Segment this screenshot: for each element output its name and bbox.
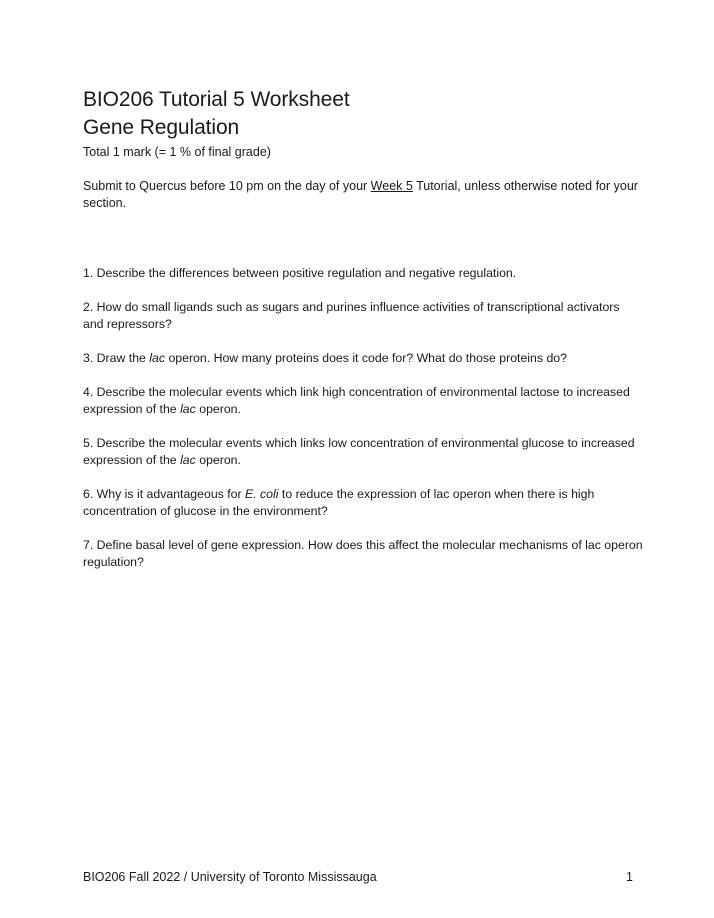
question-7: 7. Define basal level of gene expression. How does this affect the molecular mechanisms of lac operon regulation? bbox=[83, 538, 643, 569]
question-3 bbox=[83, 350, 643, 367]
question-3-text-b: operon. How many proteins does it code for? What do those proteins do? bbox=[165, 351, 567, 365]
question-4 bbox=[83, 384, 643, 418]
footer-course-info: BIO206 Fall 2022 / University of Toronto Mississauga bbox=[83, 870, 377, 884]
submit-text-after: Tutorial, unless otherwise noted for your section. bbox=[83, 179, 638, 210]
question-4-italic: lac bbox=[180, 402, 196, 416]
question-4-text-a: 4. Describe the molecular events which link high concentration of environmental lactose to increased expression of the bbox=[83, 385, 630, 416]
document-content bbox=[83, 86, 643, 588]
document-title bbox=[83, 86, 643, 142]
question-1: 1. Describe the differences between positive regulation and negative regulation. bbox=[83, 266, 517, 280]
question-3-text-a: 3. Draw the bbox=[83, 351, 150, 365]
week-link[interactable]: Week 5 bbox=[370, 179, 413, 193]
question-5-text-a: 5. Describe the molecular events which links low concentration of environmental glucose to increased expression of the bbox=[83, 436, 635, 467]
submit-text-before: Submit to Quercus before 10 pm on the day of your bbox=[83, 179, 371, 193]
title-line-1: BIO206 Tutorial 5 Worksheet bbox=[83, 88, 350, 111]
question-6-italic: E. coli bbox=[245, 487, 279, 501]
question-4-text-b: operon. bbox=[195, 402, 241, 416]
question-5-text-b: operon. bbox=[195, 453, 241, 467]
question-3-italic: lac bbox=[149, 351, 166, 365]
question-6 bbox=[83, 486, 643, 520]
title-line-2: Gene Regulation bbox=[83, 116, 240, 139]
page-number: 1 bbox=[626, 870, 633, 884]
total-mark-text: Total 1 mark (= 1 % of final grade) bbox=[83, 145, 271, 159]
question-2: 2. How do small ligands such as sugars and purines influence activities of transcriptional activators and repressors? bbox=[83, 300, 620, 331]
question-6-text-b: to reduce the expression of lac operon when there is high concentration of glucose in the environment? bbox=[83, 487, 595, 518]
question-5-italic: lac bbox=[180, 453, 196, 467]
submission-instructions bbox=[83, 178, 643, 212]
question-6-text-a: 6. Why is it advantageous for bbox=[83, 487, 245, 501]
question-5 bbox=[83, 435, 643, 469]
question-list bbox=[83, 265, 643, 571]
